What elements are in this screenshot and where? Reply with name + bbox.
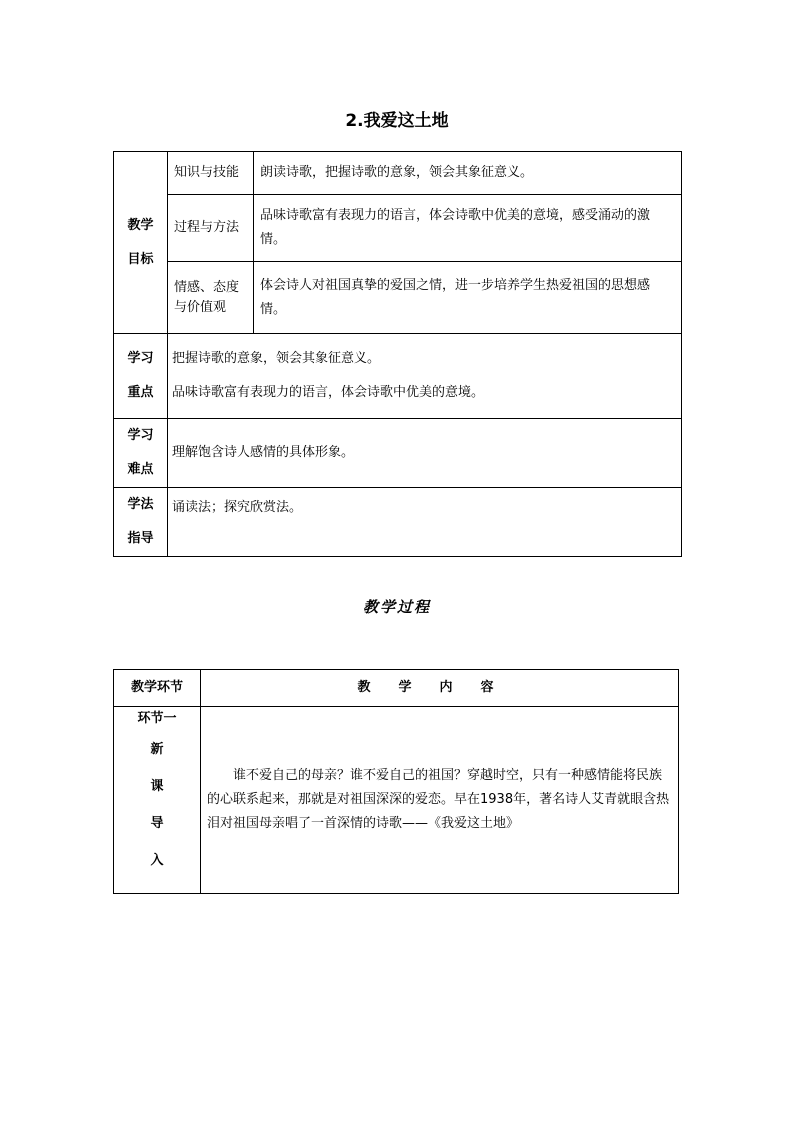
difficulty-label-line: 学习: [127, 428, 154, 443]
focus-label-line: 重点: [127, 385, 154, 400]
header-stage: 教学环节: [114, 670, 201, 707]
focus-item: 品味诗歌富有表现力的语言，体会诗歌中优美的意境。: [172, 385, 485, 400]
focus-content: [168, 334, 682, 419]
intro-content: 谁不爱自己的母亲？谁不爱自己的祖国？穿越时空，只有一种感情能将民族的心联系起来，那就是对祖国深深的爱恋。早在1938年，著名诗人艾青就眼含热泪对祖国母亲唱了一首深情的诗歌——《我爱这土地》: [201, 707, 679, 894]
goal-category: 过程与方法: [168, 195, 254, 262]
stage-line: 入: [150, 853, 164, 868]
difficulty-label: [114, 419, 168, 488]
section-title: 教学过程: [362, 598, 431, 616]
method-label-line: 指导: [127, 531, 154, 546]
process-table: [113, 669, 679, 894]
goals-label: [114, 152, 168, 334]
method-label-line: 学法: [127, 497, 154, 512]
header-content: 教学内容: [201, 670, 679, 707]
stage-line: 导: [150, 816, 164, 831]
stage-line: 课: [150, 779, 164, 794]
goal-category-line: 情感、态度: [174, 279, 240, 295]
focus-item: 把握诗歌的意象，领会其象征意义。: [172, 351, 381, 366]
goals-label-line: 目标: [127, 251, 154, 267]
focus-label-line: 学习: [127, 351, 154, 366]
goals-label-line: 教学: [127, 217, 154, 233]
difficulty-label-line: 难点: [127, 462, 154, 477]
focus-label: [114, 334, 168, 419]
method-label: [114, 488, 168, 557]
goal-content: 朗读诗歌，把握诗歌的意象，领会其象征意义。: [254, 152, 682, 195]
stage-cell: [114, 707, 201, 894]
goal-content: 体会诗人对祖国真挚的爱国之情，进一步培养学生热爱祖国的思想感情。: [254, 262, 682, 334]
goal-category: 知识与技能: [168, 152, 254, 195]
goal-content: 品味诗歌富有表现力的语言，体会诗歌中优美的意境，感受涌动的激情。: [254, 195, 682, 262]
stage-line: 新: [150, 742, 164, 757]
goal-category: [168, 262, 254, 334]
stage-line: 环节一: [137, 711, 177, 726]
method-content: 诵读法；探究欣赏法。: [168, 488, 682, 557]
objectives-table: [113, 151, 682, 557]
page-title: 2.我爱这土地: [345, 111, 449, 131]
goal-category-line: 与价值观: [174, 299, 227, 315]
difficulty-content: 理解饱含诗人感情的具体形象。: [168, 419, 682, 488]
